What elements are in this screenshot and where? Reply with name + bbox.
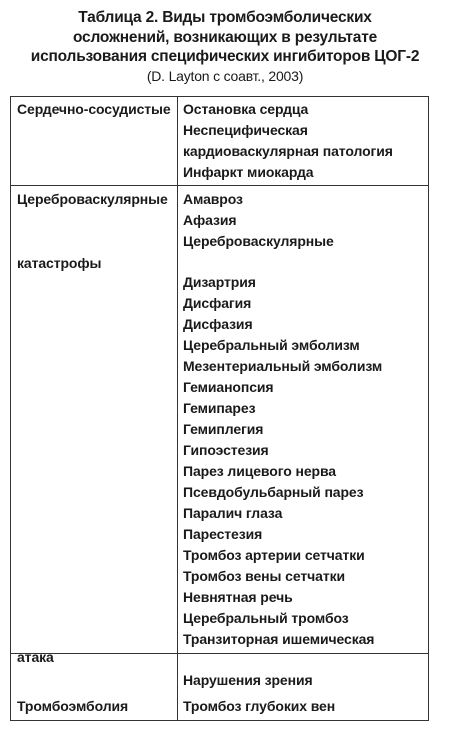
cardio-item: Инфаркт миокарда — [183, 164, 314, 180]
cardio-item: Остановка сердца — [183, 101, 309, 117]
cerebro-item: Гемиплегия — [183, 421, 264, 437]
cerebro-item: Афазия — [183, 212, 237, 228]
cerebro-item: Церебральный тромбоз — [183, 610, 349, 626]
table-title — [0, 8, 450, 85]
category-cerebrovascular: Цереброваскулярные — [17, 191, 168, 207]
title-line-2: осложнений, возникающих в результате — [72, 28, 378, 46]
cerebro-item: Транзиторная ишемическая — [183, 631, 375, 647]
cerebro-item: Тромбоз вены сетчатки — [183, 568, 346, 584]
cerebro-item: Церебральный эмболизм — [183, 337, 360, 353]
category-cerebrovascular-cont: катастрофы — [17, 255, 102, 271]
column-divider — [177, 97, 178, 720]
cerebro-item-vision: Нарушения зрения — [183, 672, 313, 688]
cerebro-item: Невнятная речь — [183, 589, 293, 605]
category-cardiovascular: Сердечно-сосудистые — [17, 101, 171, 117]
title-citation: (D. Layton с соавт., 2003) — [146, 67, 304, 84]
cerebro-item: Парестезия — [183, 526, 263, 542]
cerebro-item: Тромбоз артерии сетчатки — [183, 547, 365, 563]
cerebro-item: Дизартрия — [183, 274, 256, 290]
cardio-item: Неспецифическая — [183, 122, 308, 138]
cerebro-item: Гемианопсия — [183, 379, 274, 395]
row-divider-1 — [11, 185, 428, 186]
row-divider-2 — [11, 653, 428, 654]
cerebro-item: Цереброваскулярные — [183, 233, 334, 249]
cardio-item: кардиоваскулярная патология — [183, 143, 393, 159]
title-line-3: использования специфических ингибиторов ЦОГ-2 — [30, 48, 420, 65]
thrombo-item: Тромбоз глубоких вен — [183, 698, 336, 714]
cerebro-item: Мезентериальный эмболизм — [183, 358, 383, 374]
cerebro-item: Парез лицевого нерва — [183, 463, 336, 479]
title-line-1: Таблица 2. Виды тромбоэмболических — [78, 9, 372, 26]
cerebro-item: Амавроз — [183, 191, 243, 207]
cerebro-item: Дисфазия — [183, 316, 253, 332]
cerebro-item: Гемипарез — [183, 400, 256, 416]
complications-table — [10, 96, 429, 721]
cerebro-item: Псевдобульбарный парез — [183, 484, 364, 500]
category-thromboembolism: Тромбоэмболия — [17, 698, 129, 714]
cerebro-item: Гипоэстезия — [183, 442, 269, 458]
cerebro-overflow-word: атака — [17, 649, 54, 665]
cerebro-item: Паралич глаза — [183, 505, 283, 521]
cerebro-item: Дисфагия — [183, 295, 252, 311]
